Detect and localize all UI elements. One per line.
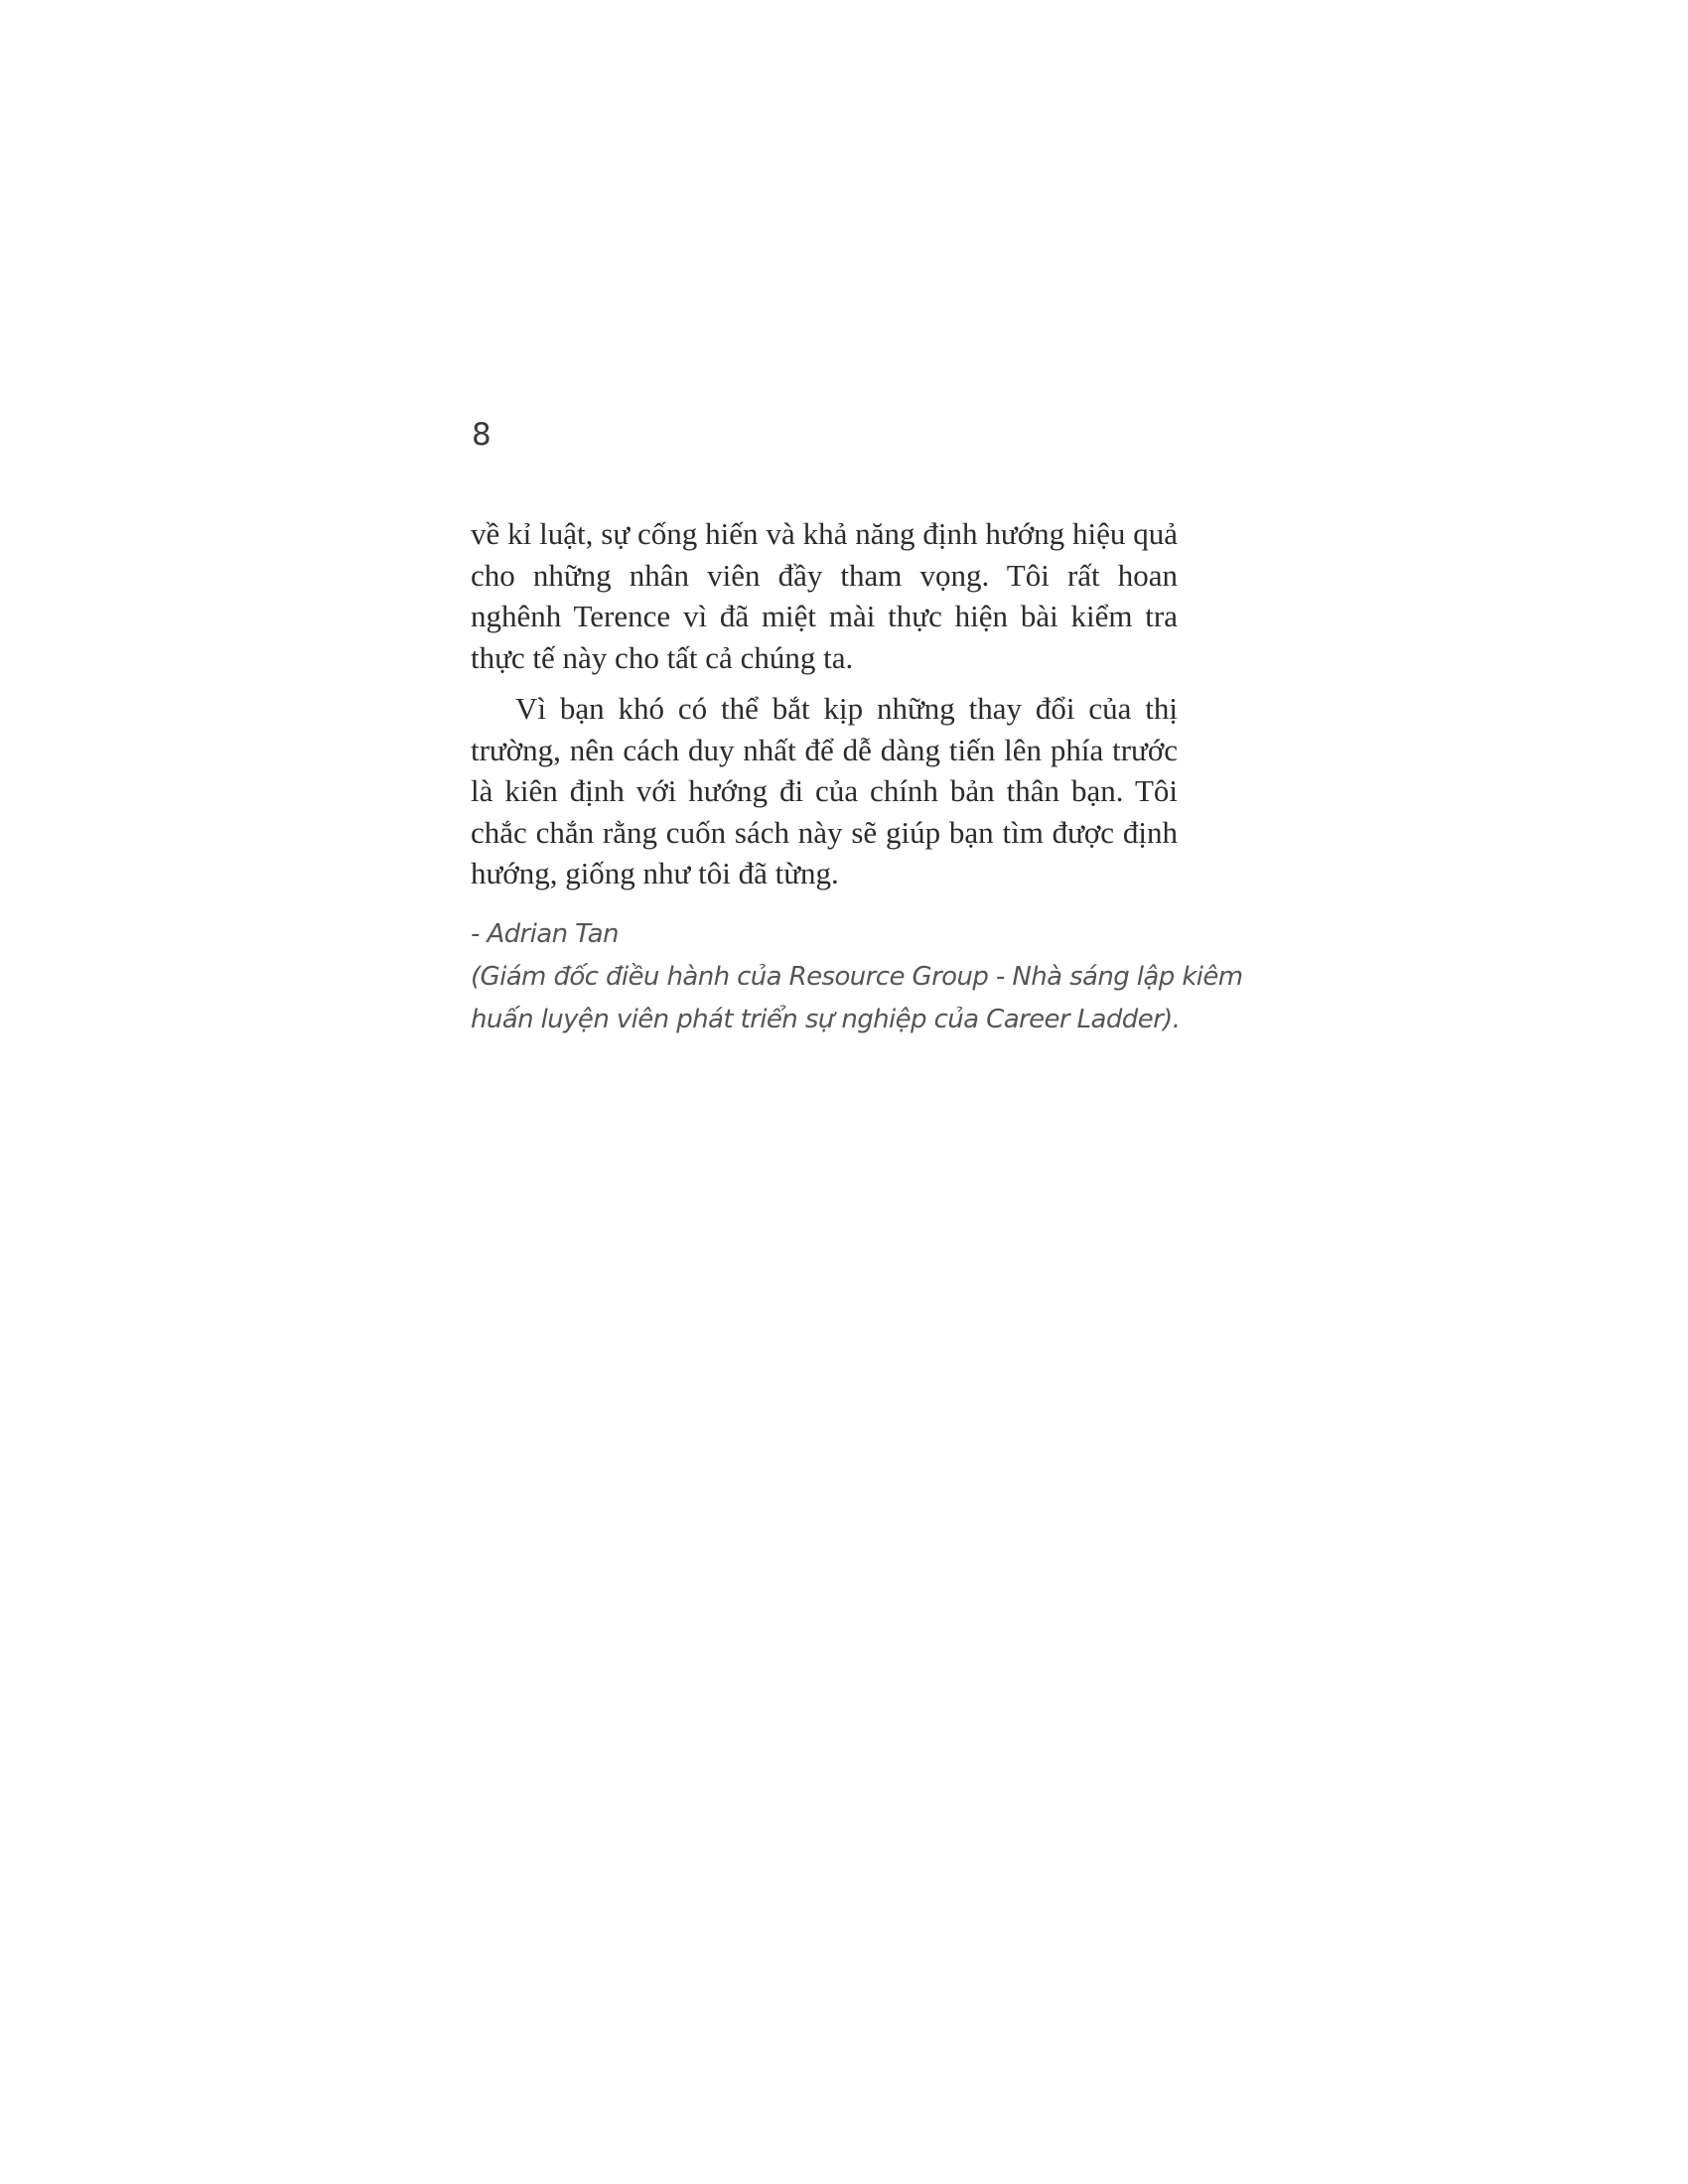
- signature-block: [471, 913, 1243, 1041]
- page-number: 8: [472, 417, 492, 453]
- signature-role-line-2: huấn luyện viên phát triển sự nghiệp của Career Ladder).: [471, 1005, 1181, 1034]
- paragraph-1: về kỉ luật, sự cống hiến và khả năng định hướng hiệu quả cho những nhân viên đầy tham vọng. Tôi rất hoan nghênh Terence vì đã miệt mài thực hiện bài kiểm tra thực tế này cho tất cả chúng ta.: [471, 516, 1178, 675]
- body-text: [471, 513, 1178, 894]
- paragraph-2: Vì bạn khó có thể bắt kịp những thay đổi của thị trường, nên cách duy nhất để dễ dàng tiến lên phía trước là kiên định với hướng đi của chính bản thân bạn. Tôi chắc chắn rằng cuốn sách này sẽ giúp bạn tìm được định hướng, giống như tôi đã từng.: [471, 691, 1178, 890]
- signature-author: - Adrian Tan: [471, 919, 619, 949]
- signature-role-line-1: (Giám đốc điều hành của Resource Group - Nhà sáng lập kiêm: [471, 962, 1243, 992]
